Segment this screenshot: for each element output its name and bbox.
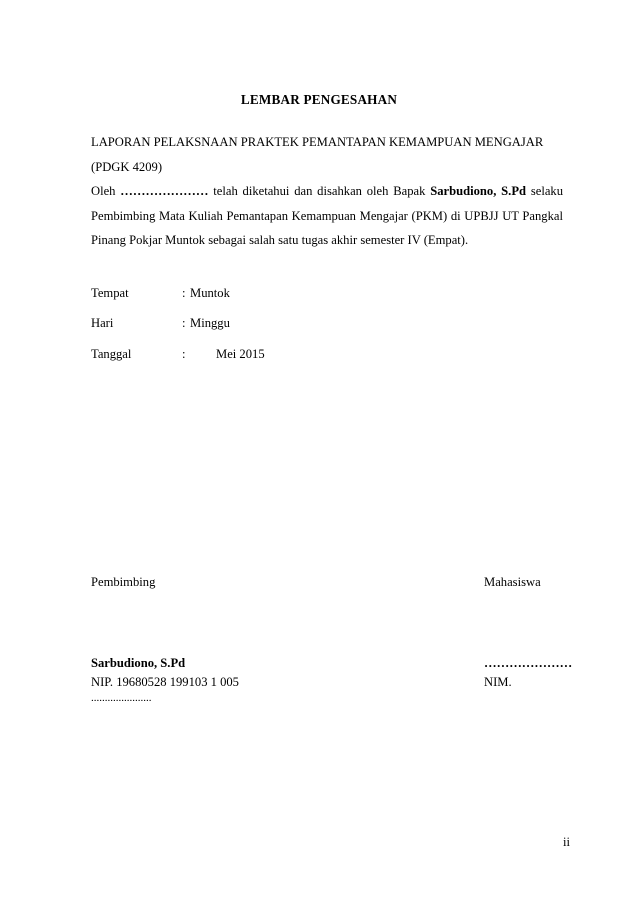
field-colon: :: [182, 347, 186, 361]
field-value: Mei 2015: [216, 347, 265, 361]
field-label: Tempat: [91, 286, 129, 300]
field-label: Tanggal: [91, 347, 132, 361]
field-value: Muntok: [190, 286, 230, 300]
student-nim: NIM.: [484, 675, 512, 689]
student-name-placeholder: …………………: [120, 184, 209, 199]
supervisor-extra-dots: ......................: [91, 692, 152, 704]
supervisor-signature-name: Sarbudiono, S.Pd: [91, 656, 186, 670]
body-suffix: selaku: [530, 184, 564, 199]
body-middle: telah diketahui dan disahkan oleh Bapak: [213, 184, 426, 199]
student-signature-name: …………………: [484, 656, 573, 670]
supervisor-role: Pembimbing: [91, 575, 156, 589]
report-code: (PDGK 4209): [91, 159, 163, 174]
approval-paragraph: [91, 130, 563, 253]
body-line-3: Pinang Pokjar Muntok sebagai salah satu tugas akhir semester IV (Empat).: [91, 233, 469, 248]
page-number: ii: [563, 835, 570, 849]
field-label: Hari: [91, 316, 114, 330]
body-line-1: [91, 179, 563, 204]
page-title: LEMBAR PENGESAHAN: [240, 92, 398, 107]
field-colon: :: [182, 316, 186, 330]
body-prefix: Oleh: [91, 184, 116, 199]
body-line-2: Pembimbing Mata Kuliah Pemantapan Kemampuan Mengajar (PKM) di UPBJJ UT Pangkal: [91, 208, 563, 223]
report-title: LAPORAN PELAKSNAAN PRAKTEK PEMANTAPAN KEMAMPUAN MENGAJAR: [91, 135, 544, 149]
supervisor-name: Sarbudiono, S.Pd: [430, 184, 527, 199]
student-role: Mahasiswa: [484, 575, 541, 589]
field-value: Minggu: [190, 316, 230, 330]
supervisor-nip: NIP. 19680528 199103 1 005: [91, 675, 239, 689]
field-colon: :: [182, 286, 186, 300]
